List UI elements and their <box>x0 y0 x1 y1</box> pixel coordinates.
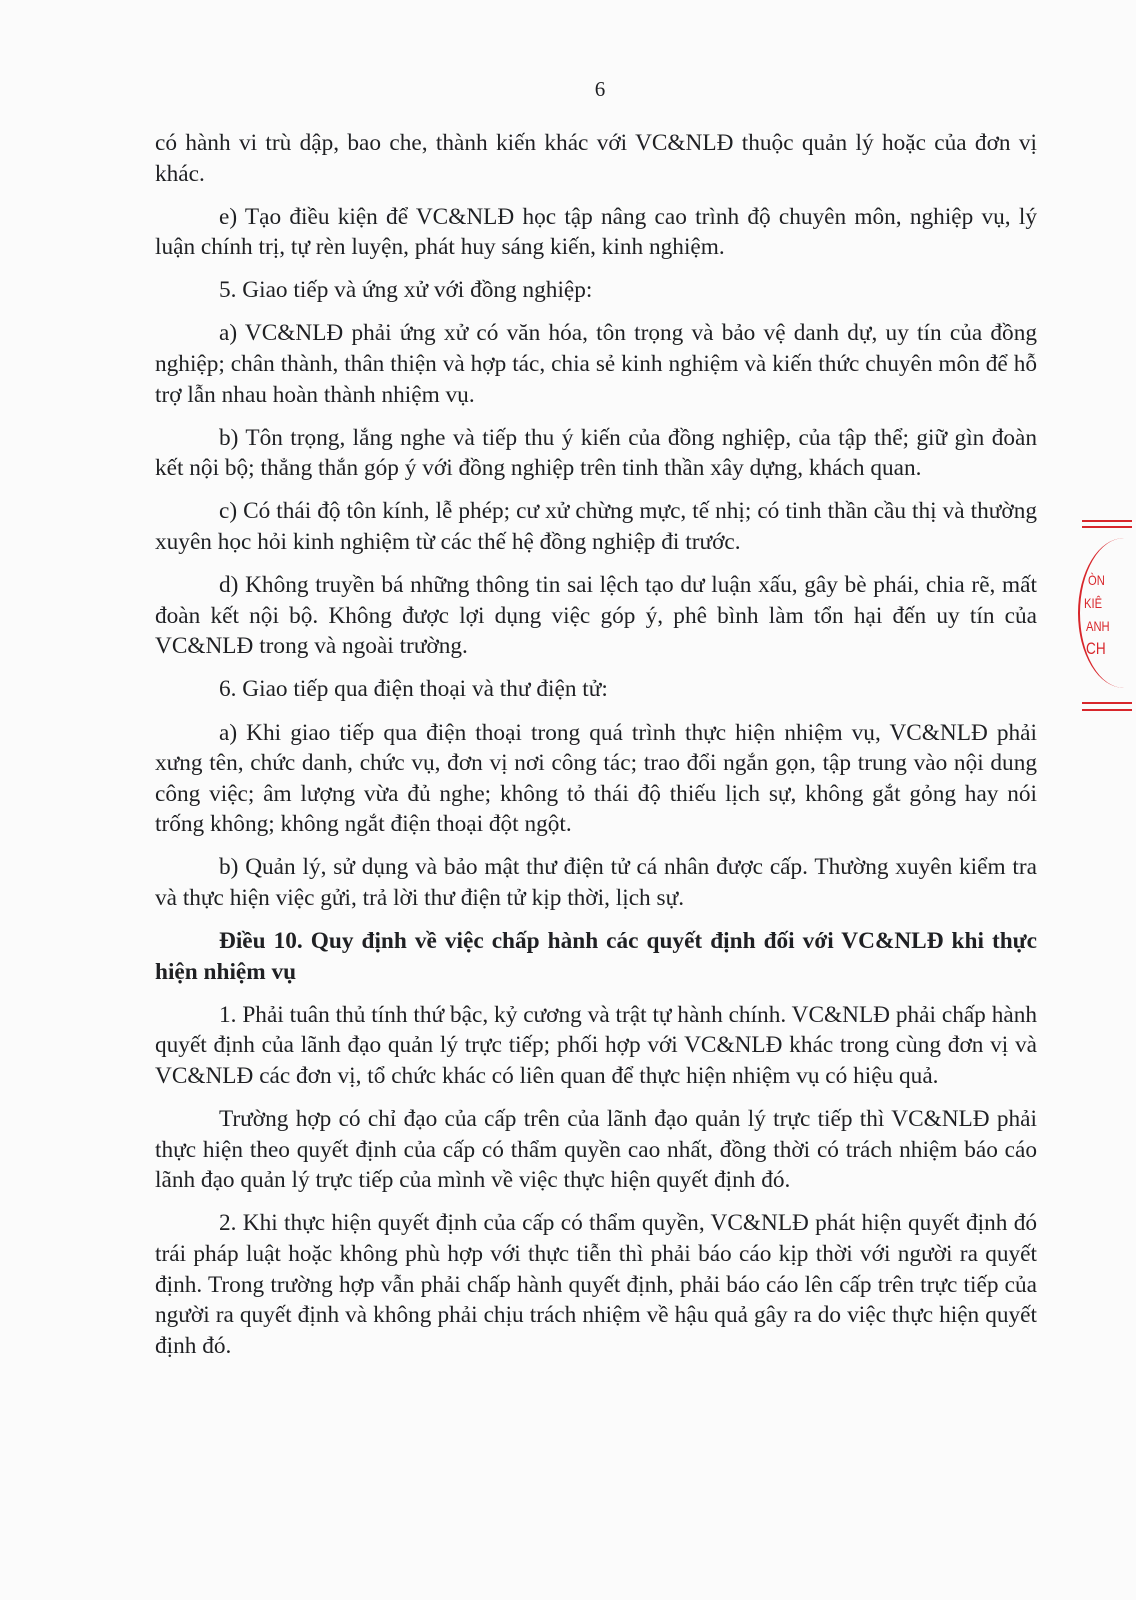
paragraph-5c: c) Có thái độ tôn kính, lễ phép; cư xử chừng mực, tế nhị; có tinh thần cầu thị và thường xuyên học hỏi kinh nghiệm từ các thế hệ đồng nghiệp đi trước. <box>155 498 1037 556</box>
stamp-line-bottom-2 <box>1082 709 1132 711</box>
page-number: 6 <box>594 77 606 101</box>
paragraph-10-2: 2. Khi thực hiện quyết định của cấp có thẩm quyền, VC&NLĐ phát hiện quyết định đó trái pháp luật hoặc không phù hợp với thực tiễn thì phải báo cáo kịp thời với người ra quyết định. Trong trường hợp vẫn phải chấp hành quyết định, phải báo cáo lên cấp trên trực tiếp của người ra quyết định và không phải chịu trách nhiệm về hậu quả gây ra do việc thực hiện quyết định đó. <box>155 1210 1037 1359</box>
stamp-text-3: ANH <box>1086 618 1110 634</box>
section-5-heading: 5. Giao tiếp và ứng xử với đồng nghiệp: <box>219 277 593 304</box>
paragraph-10-1-cont: Trường hợp có chỉ đạo của cấp trên của lãnh đạo quản lý trực tiếp thì VC&NLĐ phải thực hiện theo quyết định của cấp có thẩm quyền cao nhất, đồng thời có trách nhiệm báo cáo lãnh đạo quản lý trực tiếp của mình về việc thực hiện quyết định đó. <box>155 1106 1037 1194</box>
stamp-arc <box>1078 538 1136 688</box>
paragraph-5a: a) VC&NLĐ phải ứng xử có văn hóa, tôn trọng và bảo vệ danh dự, uy tín của đồng nghiệp; chân thành, thân thiện và hợp tác, chia sẻ kinh nghiệm và kiến thức chuyên môn để hỗ trợ lẫn nhau hoàn thành nhiệm vụ. <box>155 320 1037 408</box>
paragraph-5d: d) Không truyền bá những thông tin sai lệch tạo dư luận xấu, gây bè phái, chia rẽ, mất đoàn kết nội bộ. Không được lợi dụng việc góp ý, phê bình làm tổn hại đến uy tín của VC&NLĐ trong và ngoài trường. <box>155 572 1037 660</box>
stamp-line-bottom <box>1082 702 1132 704</box>
paragraph-continuation: có hành vi trù dập, bao che, thành kiến khác với VC&NLĐ thuộc quản lý hoặc của đơn vị khác. <box>155 130 1037 187</box>
red-stamp-fragment <box>1072 520 1136 730</box>
paragraph-6b: b) Quản lý, sử dụng và bảo mật thư điện tử cá nhân được cấp. Thường xuyên kiểm tra và thực hiện việc gửi, trả lời thư điện tử kịp thời, lịch sự. <box>155 854 1037 911</box>
stamp-text-1: ÒN <box>1088 572 1105 588</box>
article-10-heading: Điều 10. Quy định về việc chấp hành các quyết định đối với VC&NLĐ khi thực hiện nhiệm vụ <box>155 928 1037 985</box>
stamp-text-4: CH <box>1086 639 1106 658</box>
paragraph-6a: a) Khi giao tiếp qua điện thoại trong quá trình thực hiện nhiệm vụ, VC&NLĐ phải xưng tên, chức danh, chức vụ, đơn vị nơi công tác; trao đổi ngắn gọn, tập trung vào nội dung công việc; âm lượng vừa đủ nghe; không tỏ thái độ thiếu lịch sự, không gắt gỏng hay nói trống không; không ngắt điện thoại đột ngột. <box>155 719 1037 838</box>
paragraph-item-e: e) Tạo điều kiện để VC&NLĐ học tập nâng cao trình độ chuyên môn, nghiệp vụ, lý luận chính trị, tự rèn luyện, phát huy sáng kiến, kinh nghiệm. <box>155 203 1037 261</box>
stamp-text-2: KIÊ <box>1084 595 1103 611</box>
stamp-line-top <box>1082 520 1132 522</box>
section-6-heading: 6. Giao tiếp qua điện thoại và thư điện tử: <box>219 676 608 703</box>
stamp-line-top-2 <box>1082 526 1132 528</box>
paragraph-5b: b) Tôn trọng, lắng nghe và tiếp thu ý kiến của đồng nghiệp, của tập thể; giữ gìn đoàn kết nội bộ; thẳng thắn góp ý với đồng nghiệp trên tinh thần xây dựng, khách quan. <box>155 424 1037 482</box>
paragraph-10-1: 1. Phải tuân thủ tính thứ bậc, kỷ cương và trật tự hành chính. VC&NLĐ phải chấp hành quyết định của lãnh đạo quản lý trực tiếp; phối hợp với VC&NLĐ khác trong cùng đơn vị và VC&NLĐ các đơn vị, tổ chức khác có liên quan để thực hiện nhiệm vụ có hiệu quả. <box>155 1001 1037 1089</box>
document-body <box>155 128 1037 1374</box>
